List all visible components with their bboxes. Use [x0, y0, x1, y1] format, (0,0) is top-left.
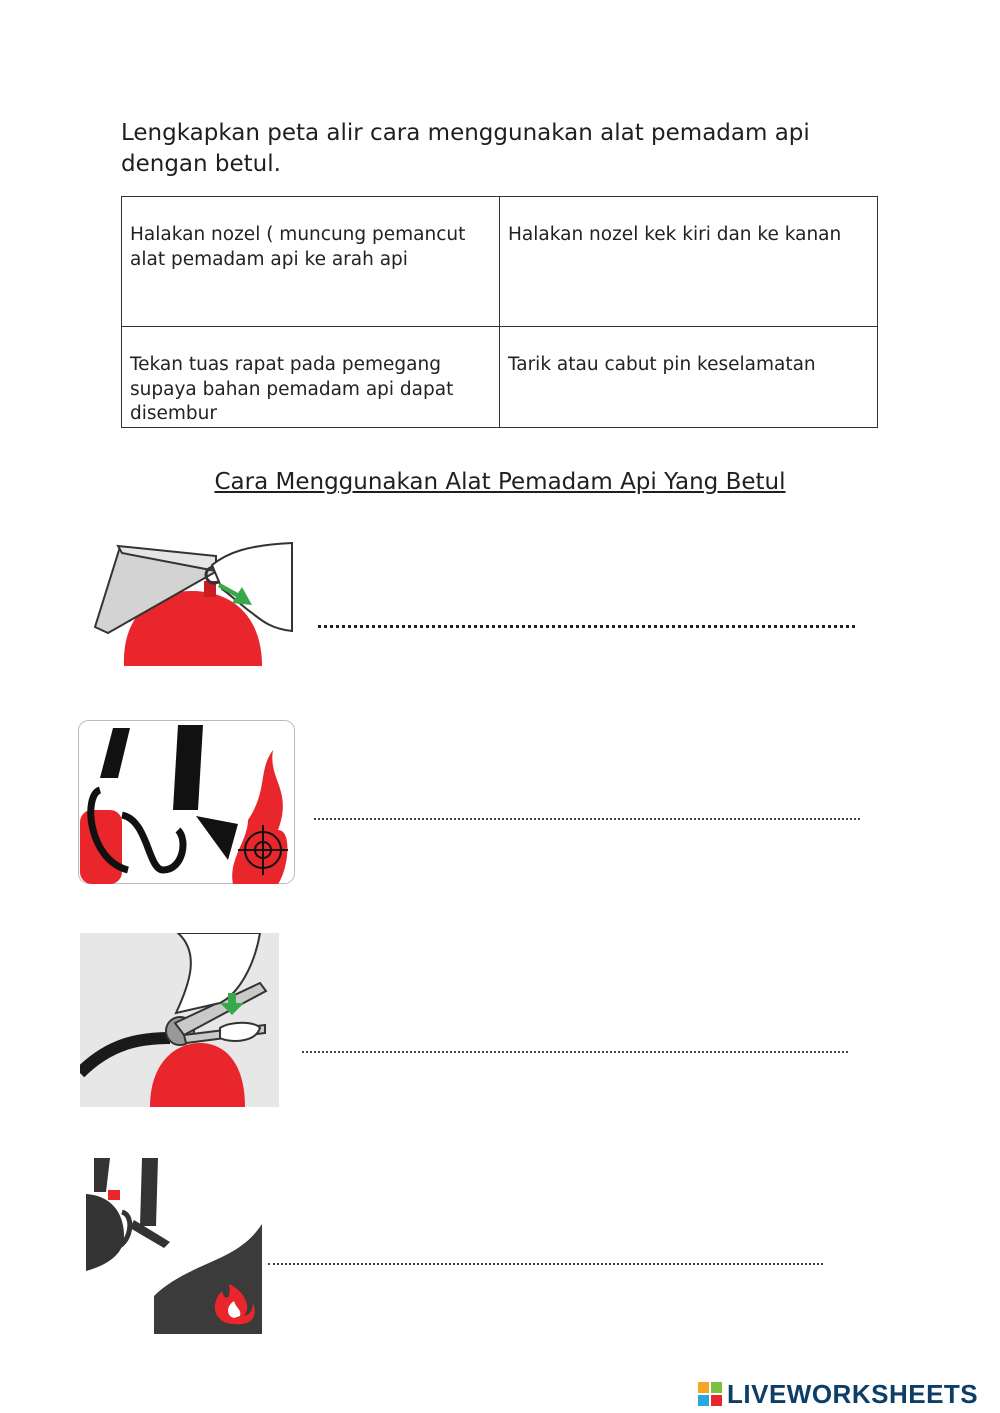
- option-cell[interactable]: Halakan nozel ( muncung pemancut alat pemadam api ke arah api: [122, 197, 500, 327]
- option-cell[interactable]: Tekan tuas rapat pada pemegang supaya bahan pemadam api dapat disembur: [122, 327, 500, 428]
- table-row: [122, 197, 878, 327]
- pull-pin-extinguisher-icon: [92, 541, 296, 666]
- liveworksheets-logo-icon: [697, 1381, 723, 1407]
- answer-blank-3[interactable]: [302, 1051, 848, 1053]
- sweep-nozzle-icon: [84, 1156, 264, 1334]
- instruction-text: Lengkapkan peta alir cara menggunakan alat pemadam api dengan betul.: [121, 120, 810, 177]
- squeeze-lever-icon: [80, 933, 279, 1107]
- brand-name: LIVEWORKSHEETS: [727, 1378, 979, 1409]
- option-cell[interactable]: Tarik atau cabut pin keselamatan: [500, 327, 878, 428]
- liveworksheets-logo: [697, 1377, 978, 1411]
- answer-blank-1[interactable]: [318, 625, 855, 628]
- option-cell[interactable]: Halakan nozel kek kiri dan ke kanan: [500, 197, 878, 327]
- answer-blank-2[interactable]: [314, 818, 860, 820]
- table-row: [122, 327, 878, 428]
- aim-nozzle-at-fire-icon: [78, 720, 296, 884]
- section-heading: Cara Menggunakan Alat Pemadam Api Yang Betul: [214, 469, 786, 495]
- answer-blank-4[interactable]: [268, 1263, 823, 1265]
- options-table: [121, 196, 878, 428]
